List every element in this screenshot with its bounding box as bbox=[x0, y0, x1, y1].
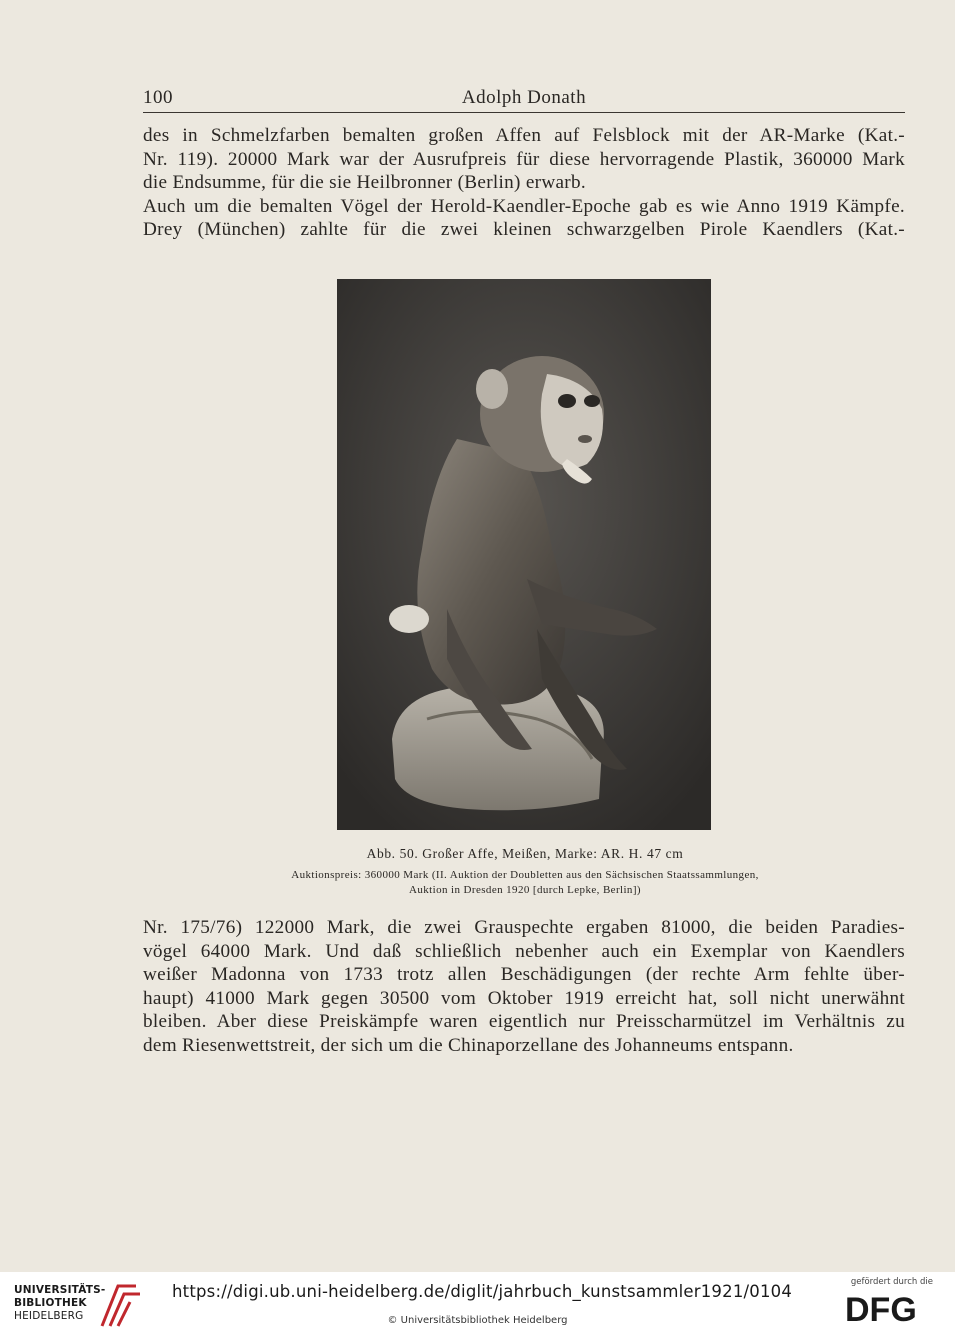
page-number: 100 bbox=[143, 87, 173, 108]
dfg-logo-icon[interactable] bbox=[845, 1289, 937, 1327]
text-line: Nr. 175/76) 122000 Mark, die zwei Grauspechte ergaben 81000, die beiden Paradies- bbox=[143, 917, 905, 938]
text-line: Nr. 119). 20000 Mark war der Ausrufpreis für diese hervorragende Plastik, 360000 Mark bbox=[143, 148, 905, 170]
caption-line: Auktion in Dresden 1920 [durch Lepke, Berlin]) bbox=[409, 884, 641, 896]
viewer-footer bbox=[0, 1272, 955, 1335]
text-line: dem Riesenwettstreit, der sich um die Chinaporzellane des Johanneums entspann. bbox=[143, 1034, 794, 1056]
caption-line: Auktionspreis: 360000 Mark (II. Auktion der Doubletten aus den Sächsischen Staatssammlungen, bbox=[291, 869, 759, 881]
funder-label: gefördert durch die bbox=[850, 1277, 933, 1287]
text-line: Drey (München) zahlte für die zwei kleinen schwarzgelben Pirole Kaendlers (Kat.- bbox=[143, 219, 905, 240]
text-line: haupt) 41000 Mark gegen 30500 vom Oktober 1919 erreicht hat, soll nicht unerwähnt bbox=[143, 987, 905, 1009]
figure-caption-detail bbox=[200, 868, 850, 898]
paragraph-top bbox=[143, 124, 905, 242]
copyright-notice: © Universitätsbibliothek Heidelberg bbox=[387, 1315, 568, 1326]
text-line: bleiben. Aber diese Preiskämpfe waren eigentlich nur Preisscharmützel im Verhältnis zu bbox=[143, 1011, 905, 1032]
svg-text:DFG: DFG bbox=[845, 1291, 917, 1327]
text-line: Auch um die bemalten Vögel der Herold-Kaendler-Epoche gab es wie Anno 1919 Kämpfe. bbox=[143, 195, 905, 217]
figure-caption: Abb. 50. Großer Affe, Meißen, Marke: AR. H. 47 cm bbox=[366, 846, 684, 861]
text-line: vögel 64000 Mark. Und daß schließlich nebenher auch ein Exemplar von Kaendlers bbox=[143, 940, 905, 962]
running-head-author: Adolph Donath bbox=[461, 87, 587, 108]
running-head bbox=[143, 86, 905, 113]
paragraph-bottom bbox=[143, 916, 905, 1057]
text-line: die Endsumme, für die sie Heilbronner (Berlin) erwarb. bbox=[143, 172, 586, 193]
monkey-figurine-photo bbox=[337, 279, 711, 830]
text-line: weißer Madonna von 1733 trotz allen Beschädigungen (der rechte Arm fehlte über- bbox=[143, 964, 905, 985]
permalink-url[interactable]: https://digi.ub.uni-heidelberg.de/diglit/jahrbuch_kunstsammler1921/0104 bbox=[172, 1282, 793, 1301]
text-line: des in Schmelzfarben bemalten großen Affen auf Felsblock mit der AR-Marke (Kat.- bbox=[143, 125, 905, 146]
library-name: UNIVERSITÄTS- BIBLIOTHEK HEIDELBERG bbox=[14, 1284, 106, 1322]
